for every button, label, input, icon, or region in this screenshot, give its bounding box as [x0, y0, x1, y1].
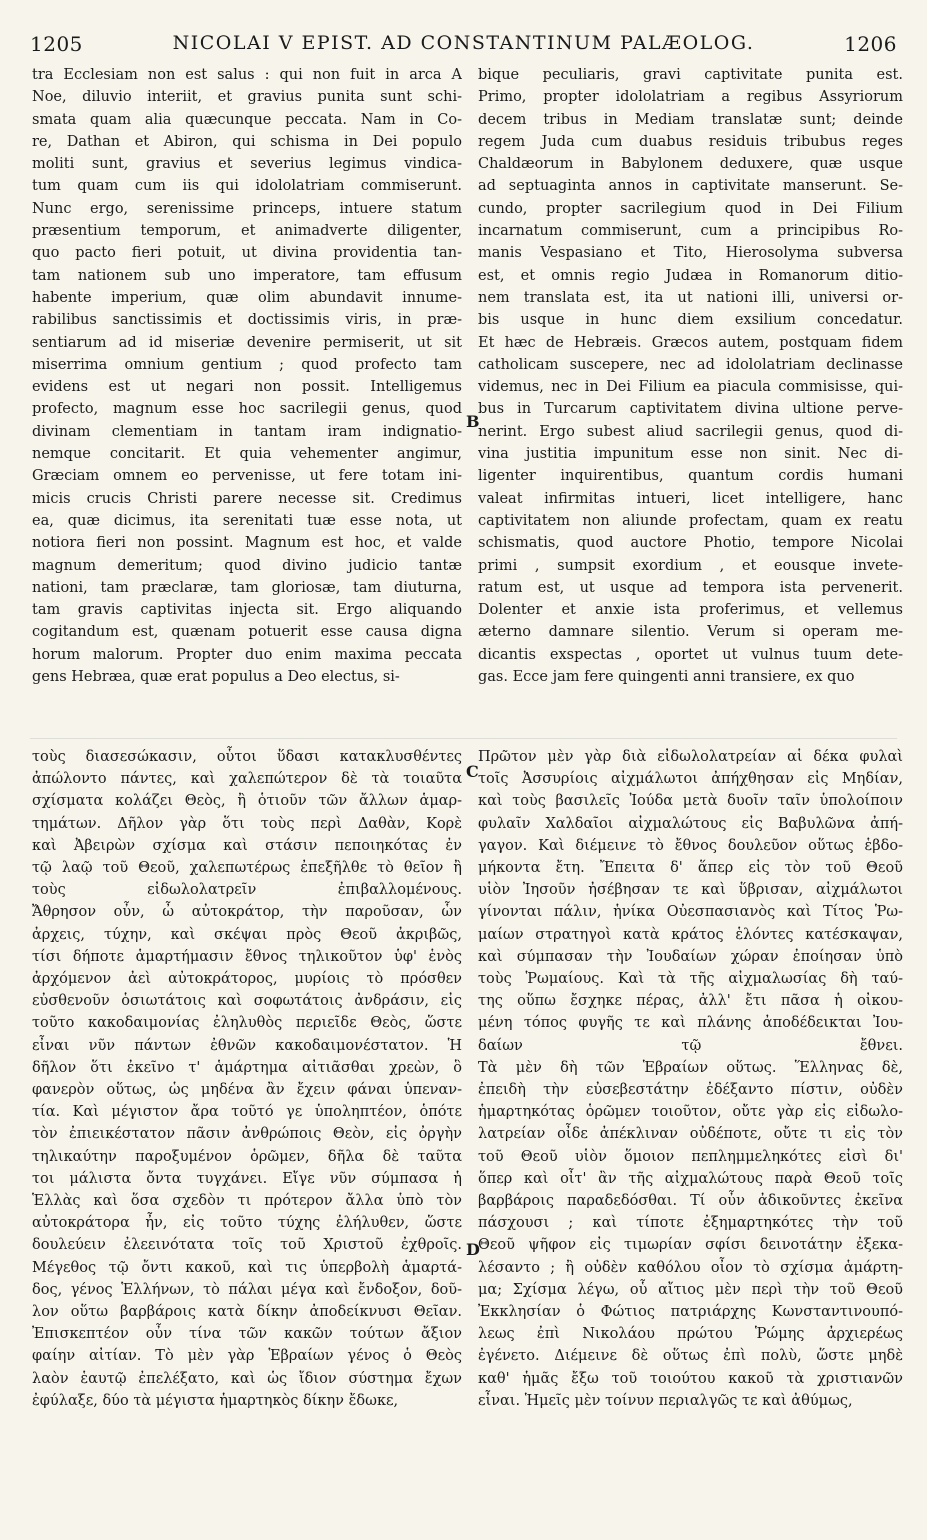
- text-line: Μέγεθος τῷ ὄντι κακοῦ, καὶ τις ὑπερβολὴ ἁμαρτά-: [32, 1259, 462, 1276]
- text-line: nemque concitarit. Et quia vehementer angimur,: [32, 446, 462, 463]
- text-line: ἀρχεις, τύχην, καὶ σκέψαι πρὸς Θεοῦ ἀκριβῶς,: [32, 926, 462, 943]
- text-line: ea, quæ dicimus, ita serenitati tuæ esse nota, ut: [32, 512, 462, 529]
- text-line: μένη τόπος φυγῆς τε καὶ πλάνης ἀποδέδεικται Ἰου-: [478, 1015, 903, 1032]
- text-line: ἐγένετο. Διέμεινε δὲ οὕτως ἐπὶ πολὺ, ὥστε μηδὲ: [478, 1348, 903, 1365]
- text-line: μαίων στρατηγοὶ κατὰ κράτος ἑλόντες κατέσκαψαν,: [478, 926, 903, 943]
- text-line: tum quam cum iis qui idololatriam commiserunt.: [32, 178, 462, 195]
- text-line: bus in Turcarum captivitatem divina ultione perve-: [478, 401, 903, 418]
- text-line: Dolenter et anxie ista proferimus, et vellemus: [478, 602, 903, 619]
- margin-letter-c: C: [466, 762, 479, 781]
- text-line: decem tribus in Mediam translatæ sunt; deinde: [478, 111, 903, 128]
- text-line: divinam clementiam in tantam iram indignatio-: [32, 423, 462, 440]
- text-line: εἶναι. Ἡμεῖς μὲν τοίνυν περιαλγῶς τε καὶ ἀθύμως,: [478, 1392, 853, 1409]
- text-line: Primo, propter idololatriam a regibus Assyriorum: [478, 89, 903, 106]
- text-line: ὅπερ καὶ οἶτ' ἂν τῆς αἰχμαλώτους παρὰ Θεοῦ τοῖς: [478, 1170, 903, 1187]
- text-line: Θεοῦ ψῆφον εἰς τιμωρίαν σφίσι δεινοτάτην ἐξεκα-: [478, 1237, 903, 1254]
- text-line: αὐτοκράτορα ἦν, εἰς τοῦτο τύχης ἐλήλυθεν, ὥστε: [32, 1215, 462, 1232]
- text-line: Noe, diluvio interiit, et gravius punita sunt schi-: [32, 89, 462, 106]
- text-line: gens Hebræa, quæ erat populus a Deo electus, si-: [32, 669, 400, 686]
- text-line: bis usque in hunc diem exsilium concedatur.: [478, 312, 903, 329]
- text-line: micis crucis Christi parere necesse sit. Credimus: [32, 490, 462, 507]
- margin-letter-d: D: [466, 1240, 480, 1259]
- text-line: sentiarum ad id miseriæ devenire permiserit, ut sit: [32, 334, 462, 351]
- text-line: smata quam alia quæcunque peccata. Nam in Co-: [32, 111, 462, 128]
- text-line: Ἐκκλησίαν ὁ Φώτιος πατριάρχης Κωνσταντινουπό-: [478, 1304, 903, 1321]
- text-line: τοῦτο κακοδαιμονίας ἐληλυθὸς περιεῖδε Θεὸς, ὥστε: [32, 1015, 462, 1032]
- text-line: dicantis exspectas , oportet ut vulnus tuum dete-: [478, 646, 903, 663]
- text-line: δουλεύειν ἐλεεινότατα τοῖς τοῦ Χριστοῦ ἐχθροῖς.: [32, 1237, 462, 1254]
- text-line: γαγον. Καὶ διέμεινε τὸ ἔθνος δουλεῦον οὕτως ἑβδο-: [478, 837, 903, 854]
- text-line: cundo, propter sacrilegium quod in Dei Filium: [478, 200, 903, 217]
- text-line: φαίην αἰτίαν. Τὸ μὲν γὰρ Ἑβραίων γένος ὁ Θεὸς: [32, 1348, 462, 1365]
- text-line: λατρείαν οἶδε ἀπέκλιναν οὐδέποτε, οὔτε τι εἰς τὸν: [478, 1126, 903, 1143]
- text-line: quo pacto fieri potuit, ut divina providentia tan-: [32, 245, 462, 262]
- text-line: της οὕπω ἔσχηκε πέρας, ἀλλ' ἔτι πᾶσα ἡ οἰκου-: [478, 993, 903, 1010]
- text-line: profecto, magnum esse hoc sacrilegii genus, quod: [32, 401, 462, 418]
- text-line: rabilibus sanctissimis et doctissimis viris, in præ-: [32, 312, 462, 329]
- text-line: βαρβάροις παραδεδόσθαι. Τί οὖν ἀδικοῦντες ἐκεῖνα: [478, 1193, 903, 1210]
- text-line: Ἐπισκεπτέον οὖν τίνα τῶν κακῶν τούτων ἄξιον: [32, 1326, 462, 1343]
- text-line: vina justitia impunitum esse non sinit. Nec di-: [478, 446, 903, 463]
- text-line: καὶ Ἀβειρὼν σχίσμα καὶ στάσιν πεποιηκότας ἐν: [32, 837, 462, 854]
- text-line: evidens est ut negari non possit. Intelligemus: [32, 379, 462, 396]
- margin-letter-b: B: [466, 412, 480, 431]
- text-line: φανερὸν οὕτως, ὡς μηδένα ἂν ἔχειν φάναι ὑπεναν-: [32, 1082, 462, 1099]
- text-line: ἐπειδὴ τὴν εὐσεβεστάτην ἐδέξαντο πίστιν, οὐδὲν: [478, 1082, 903, 1099]
- text-line: tam nationem sub uno imperatore, tam effusum: [32, 267, 462, 284]
- text-line: τία. Καὶ μέγιστον ἄρα τοῦτό γε ὑποληπτέον, ὁπότε: [32, 1104, 462, 1121]
- running-title: NICOLAI V EPIST. AD CONSTANTINUM PALÆOLOG.: [172, 32, 755, 54]
- text-line: notiora fieri non possint. Magnum est hoc, et valde: [32, 535, 462, 552]
- text-line: tam gravis captivitas injecta sit. Ergo aliquando: [32, 602, 462, 619]
- text-line: incarnatum commiserunt, cum a principibus Ro-: [478, 223, 903, 240]
- greek-column-left: [32, 746, 462, 1412]
- text-line: δαίων τῷ ἔθνει.: [478, 1037, 903, 1054]
- text-line: τοῦ Θεοῦ υἱὸν ὅμοιον πεπλημμεληκότες εἰσὶ δι': [478, 1148, 903, 1165]
- text-line: valeat infirmitas intueri, licet intelligere, hanc: [478, 490, 903, 507]
- text-line: nationi, tam præclaræ, tam gloriosæ, tam diuturna,: [32, 579, 462, 596]
- text-line: πάσχουσι ; καὶ τίποτε ἐξημαρτηκότες τὴν τοῦ: [478, 1215, 903, 1232]
- latin-column-right: [478, 64, 903, 688]
- text-line: ad septuaginta annos in captivitate manserunt. Se-: [478, 178, 903, 195]
- text-line: schismatis, quod auctore Photio, tempore Nicolai: [478, 535, 903, 552]
- text-line: καὶ σύμπασαν τὴν Ἰουδαίων χώραν ἐποίησαν ὑπὸ: [478, 948, 903, 965]
- text-line: manis Vespasiano et Tito, Hierosolyma subversa: [478, 245, 903, 262]
- text-line: gas. Ecce jam fere quingenti anni transiere, ex quo: [478, 669, 855, 686]
- latin-column-left: [32, 64, 462, 688]
- text-line: nem translata est, ita ut nationi illi, universi or-: [478, 289, 903, 306]
- text-line: bique peculiaris, gravi captivitate punita est.: [478, 67, 903, 83]
- text-line: Chaldæorum in Babylonem deduxere, quæ usque: [478, 156, 903, 173]
- text-line: ligenter inquirentibus, quantum cordis humani: [478, 468, 903, 485]
- text-line: τηλικαύτην παροξυμένον ὁρῶμεν, δῆλα δὲ ταῦτα: [32, 1148, 462, 1165]
- text-line: τὸν ἐπιεικέστατον πᾶσιν ἀνθρώποις Θεὸν, εἰς ὀργὴν: [32, 1126, 462, 1143]
- text-line: τοῖς Ἀσσυρίοις αἰχμάλωτοι ἀπήχθησαν εἰς Μηδίαν,: [478, 771, 903, 788]
- text-line: φυλαῖν Χαλδαῖοι αἰχμαλώτους εἰς Βαβυλῶνα ἀπή-: [478, 815, 903, 832]
- text-line: ἀπώλοντο πάντες, καὶ χαλεπώτερον δὲ τὰ τοιαῦτα: [32, 771, 462, 788]
- text-line: λέσαντο ; ἢ οὐδὲν καθόλου οἶον τὸ σχίσμα ἁμάρτη-: [478, 1259, 903, 1276]
- text-line: τοὺς διασεσώκασιν, οὗτοι ὕδασι κατακλυσθέντες: [32, 749, 462, 765]
- text-line: cogitandum est, quænam potuerit esse causa digna: [32, 624, 462, 641]
- text-line: Τὰ μὲν δὴ τῶν Ἑβραίων οὕτως. Ἕλληνας δὲ,: [478, 1059, 903, 1076]
- text-line: Ἑλλὰς καὶ ὅσα σχεδὸν τι πρότερον ἄλλα ὑπὸ τὸν: [32, 1193, 462, 1210]
- text-line: ἐφύλαξε, δύο τὰ μέγιστα ἡμαρτηκὸς δίκην ἔδωκε,: [32, 1392, 399, 1409]
- text-line: videmus, nec in Dei Filium ea piacula commisisse, qui-: [478, 379, 903, 396]
- text-line: γίνονται πάλιν, ἡνίκα Οὐεσπασιανὸς καὶ Τίτος Ῥω-: [478, 904, 903, 921]
- text-line: υἱὸν Ἰησοῦν ἠσέβησαν τε καὶ ὕβρισαν, αἰχμάλωτοι: [478, 882, 903, 899]
- text-line: τημάτων. Δῆλον γὰρ ὅτι τοὺς περὶ Δαθὰν, Κορὲ: [32, 815, 462, 832]
- text-line: καὶ τοὺς βασιλεῖς Ἰούδα μετὰ δυοῖν ταῖν ὑπολοίποιν: [478, 793, 903, 810]
- text-line: nerint. Ergo subest aliud sacrilegii genus, quod di-: [478, 423, 903, 440]
- text-line: λεως ἐπὶ Νικολάου πρώτου Ῥώμης ἀρχιερέως: [478, 1326, 903, 1343]
- text-line: tra Ecclesiam non est salus : qui non fuit in arca A: [32, 67, 462, 83]
- text-line: Nunc ergo, serenissime princeps, intuere statum: [32, 200, 462, 217]
- text-line: τοὺς Ῥωμαίους. Καὶ τὰ τῆς αἰχμαλωσίας δὴ ταύ-: [478, 971, 903, 988]
- text-line: præsentium temporum, et animadverte diligenter,: [32, 223, 462, 240]
- text-line: moliti sunt, gravius et severius legimus vindica-: [32, 156, 462, 173]
- text-line: miserrima omnium gentium ; quod profecto tam: [32, 356, 462, 373]
- section-divider: [30, 738, 897, 739]
- text-line: Et hæc de Hebræis. Græcos autem, postquam fidem: [478, 334, 903, 351]
- text-line: τίσι δήποτε ἁμαρτήμασιν ἔθνος τηλικοῦτον ὑφ' ἑνὸς: [32, 948, 462, 965]
- page-number-left: 1205: [30, 32, 83, 56]
- text-line: σχίσματα κολάζει Θεὸς, ἢ ὁτιοῦν τῶν ἄλλων ἁμαρ-: [32, 793, 462, 810]
- text-line: Græciam omnem eo pervenisse, ut fere totam ini-: [32, 468, 462, 485]
- text-line: δῆλον ὅτι ἐκεῖνο τ' ἁμάρτημα αἰτιᾶσθαι χρεὼν, ὃ: [32, 1059, 462, 1076]
- text-line: τοι μάλιστα ὄντα τυγχάνει. Εἴγε νῦν σύμπασα ἡ: [32, 1170, 462, 1187]
- text-line: primi , sumpsit exordium , et eousque invete-: [478, 557, 903, 574]
- text-line: Πρῶτον μὲν γὰρ διὰ εἰδωλολατρείαν αἱ δέκα φυλαὶ: [478, 749, 903, 765]
- text-line: ἀρχόμενον ἀεὶ αὐτοκράτορος, μυρίοις τὸ πρόσθεν: [32, 971, 462, 988]
- text-line: magnum demeritum; quod divino judicio tantæ: [32, 557, 462, 574]
- running-header: [30, 32, 897, 60]
- text-line: Ἄθρησον οὖν, ὦ αὐτοκράτορ, τὴν παροῦσαν, ὧν: [32, 904, 462, 921]
- greek-column-right: [478, 746, 903, 1412]
- text-line: horum malorum. Propter duo enim maxima peccata: [32, 646, 462, 663]
- text-line: habente imperium, quæ olim abundavit innume-: [32, 289, 462, 306]
- text-line: ratum est, ut usque ad tempora ista pervenerit.: [478, 579, 903, 596]
- text-line: λαὸν ἑαυτῷ ἐπελέξατο, καὶ ὡς ἴδιον σύστημα ἔχων: [32, 1370, 462, 1387]
- text-line: captivitatem non aliunde profectam, quam ex reatu: [478, 512, 903, 529]
- text-line: ἡμαρτηκότας ὁρῶμεν τοιοῦτον, οὔτε γὰρ εἰς εἰδωλο-: [478, 1104, 903, 1121]
- text-line: re, Dathan et Abiron, qui schisma in Dei populo: [32, 133, 462, 150]
- text-line: catholicam suscepere, nec ad idololatriam declinasse: [478, 356, 903, 373]
- text-line: εἶναι νῦν πάντων ἐθνῶν κακοδαιμονέστατον. Ἡ: [32, 1037, 462, 1054]
- text-line: δος, γένος Ἑλλήνων, τὸ πάλαι μέγα καὶ ἔνδοξον, δοῦ-: [32, 1281, 462, 1298]
- page-number-right: 1206: [844, 32, 897, 56]
- text-line: εὐσθενοῦν ὁσιωτάτοις καὶ σοφωτάτοις ἀνδράσιν, εἰς: [32, 993, 462, 1010]
- text-line: æterno damnare silentio. Verum si operam me-: [478, 624, 903, 641]
- text-line: τοὺς εἰδωλολατρεῖν ἐπιβαλλομένους.: [32, 882, 462, 899]
- text-line: μα; Σχίσμα λέγω, οὗ αἴτιος μὲν περὶ τὴν τοῦ Θεοῦ: [478, 1281, 903, 1298]
- text-line: est, et omnis regio Judæa in Romanorum ditio-: [478, 267, 903, 284]
- text-line: καθ' ἡμᾶς ἔξω τοῦ τοιούτου κακοῦ τὰ χριστιανῶν: [478, 1370, 903, 1387]
- text-line: τῷ λαῷ τοῦ Θεοῦ, χαλεπωτέρως ἐπεξῆλθε τὸ θεῖον ἢ: [32, 860, 462, 877]
- text-line: λον οὕτω βαρβάροις κατὰ δίκην ἀποδείκνυσι Θεῖαν.: [32, 1304, 462, 1321]
- text-line: μήκοντα ἔτη. Ἔπειτα δ' ἅπερ εἰς τὸν τοῦ Θεοῦ: [478, 860, 903, 877]
- text-line: regem Juda cum duabus residuis tribubus reges: [478, 133, 903, 150]
